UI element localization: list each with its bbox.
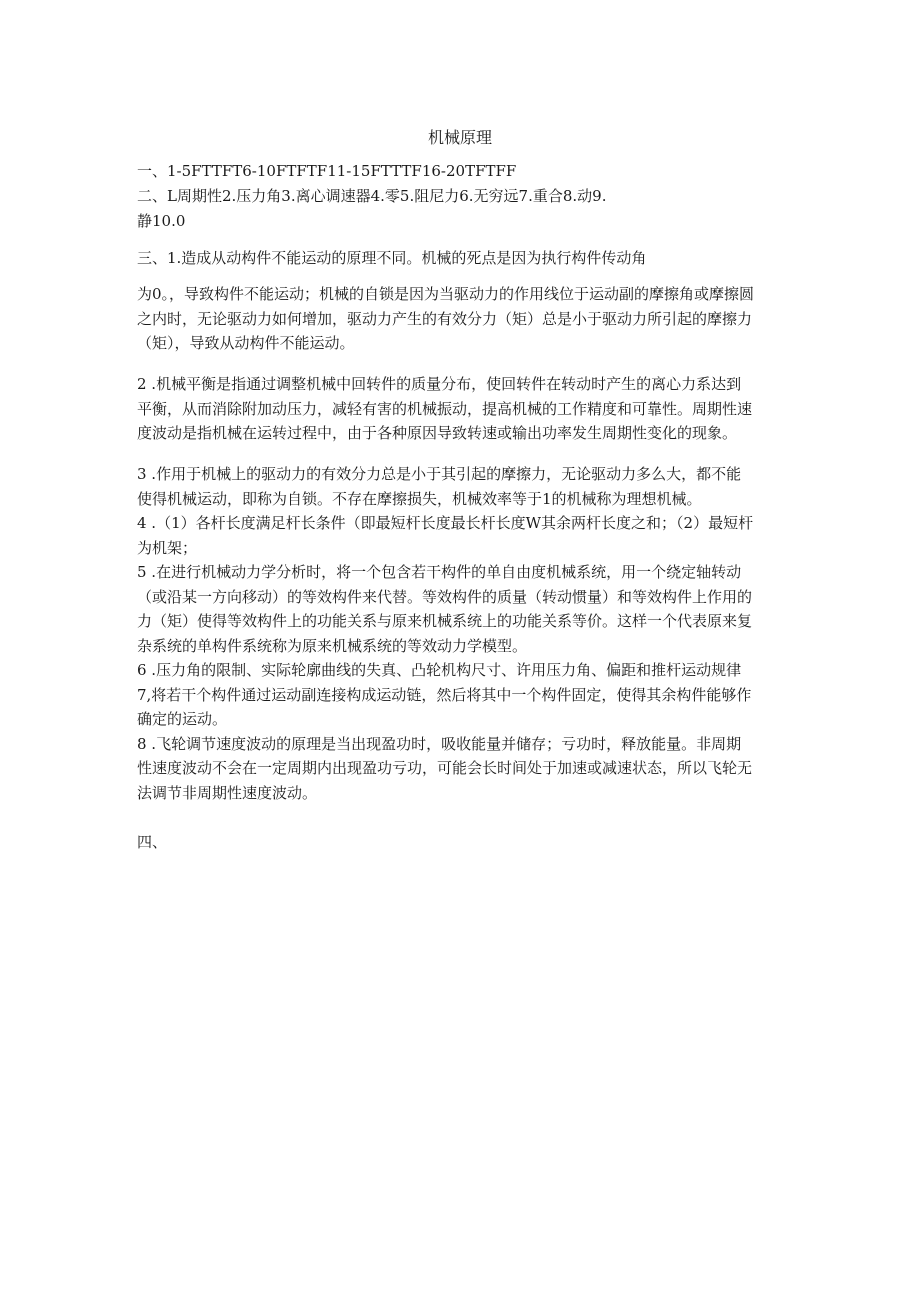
text-line: 度波动是指机械在运转过程中，由于各种原因导致转速或输出功率发生周期性变化的现象。 [137,424,738,442]
text-line: 8 .飞轮调节速度波动的原理是当出现盈功时，吸收能量并储存；亏功时，释放能量。非周期 [137,734,742,753]
section-1-true-false-answers [137,159,837,184]
section-3-answers-3-to-8 [137,462,837,805]
page-title: 机械原理 [427,128,492,147]
text-line: 为0。，导致构件不能运动；机械的自锁是因为当驱动力的作用线位于运动副的摩擦角或摩擦圆 [137,285,755,303]
text-line: 三、1.造成从动构件不能运动的原理不同。机械的死点是因为执行构件传动角 [137,249,647,267]
text-line: 3 .作用于机械上的驱动力的有效分力总是小于其引起的摩擦力，无论驱动力多么大，都不能 [137,465,742,483]
text-line: 杂系统的单构件系统称为原来机械系统的等效动力学模型。 [137,636,528,655]
section-3-answer-2 [137,372,837,446]
text-line: 确定的运动。 [137,710,228,728]
text-line: 一、1-5FTTFT6-10FTFTF11-15FTTTF16-20TFTFF [137,162,517,180]
section-2-fill-in-answers [137,184,837,233]
section-4-heading [137,830,837,855]
text-line: （矩），导致从动构件不能运动。 [137,334,355,352]
text-line: 之内时，无论驱动力如何增加，驱动力产生的有效分力（矩）总是小于驱动力所引起的摩擦力 [137,309,753,328]
text-line: 5 .在进行机械动力学分析时，将一个包含若干构件的单自由度机械系统，用一个绕定轴转动 [137,563,742,581]
text-line: 为机架； [137,538,198,557]
text-line: 平衡，从而消除附加动压力，减轻有害的机械振动，提高机械的工作精度和可靠性。周期性速 [137,399,753,418]
section-3-heading [137,246,837,271]
text-line: 力（矩）使得等效构件上的功能关系与原来机械系统上的功能关系等价。这样一个代表原来复 [137,612,753,630]
text-line: 静10.0 [137,211,186,230]
text-line: 性速度波动不会在一定周期内出现盈功亏功，可能会长时间处于加速或减速状态，所以飞轮无 [137,759,753,777]
text-line: 7,将若干个构件通过运动副连接构成运动链，然后将其中一个构件固定，使得其余构件能够作 [137,685,752,704]
text-line: 4 .（1）各杆长度满足杆长条件（即最短杆长度最长杆长度W其余两杆长度之和；（2）最短杆 [137,514,754,532]
text-line: 使得机械运动，即称为自锁。不存在摩擦损失，机械效率等于1的机械称为理想机械。 [137,489,702,508]
text-line: 2 .机械平衡是指通过调整机械中回转件的质量分布，使回转件在转动时产生的离心力系达到 [137,375,742,393]
text-line: 四、 [137,833,168,851]
text-line: 6 .压力角的限制、实际轮廓曲线的失真、凸轮机构尺寸、许用压力角、偏距和推杆运动规律 [137,661,742,679]
text-line: （或沿某一方向移动）的等效构件来代替。等效构件的质量（转动惯量）和等效构件上作用的 [137,587,753,606]
text-line: 法调节非周期性速度波动。 [137,783,318,802]
section-3-answer-1 [137,282,837,356]
text-line: 二、L周期性2.压力角3.离心调速器4.零5.阻尼力6.无穷远7.重合8.动9. [137,187,607,205]
